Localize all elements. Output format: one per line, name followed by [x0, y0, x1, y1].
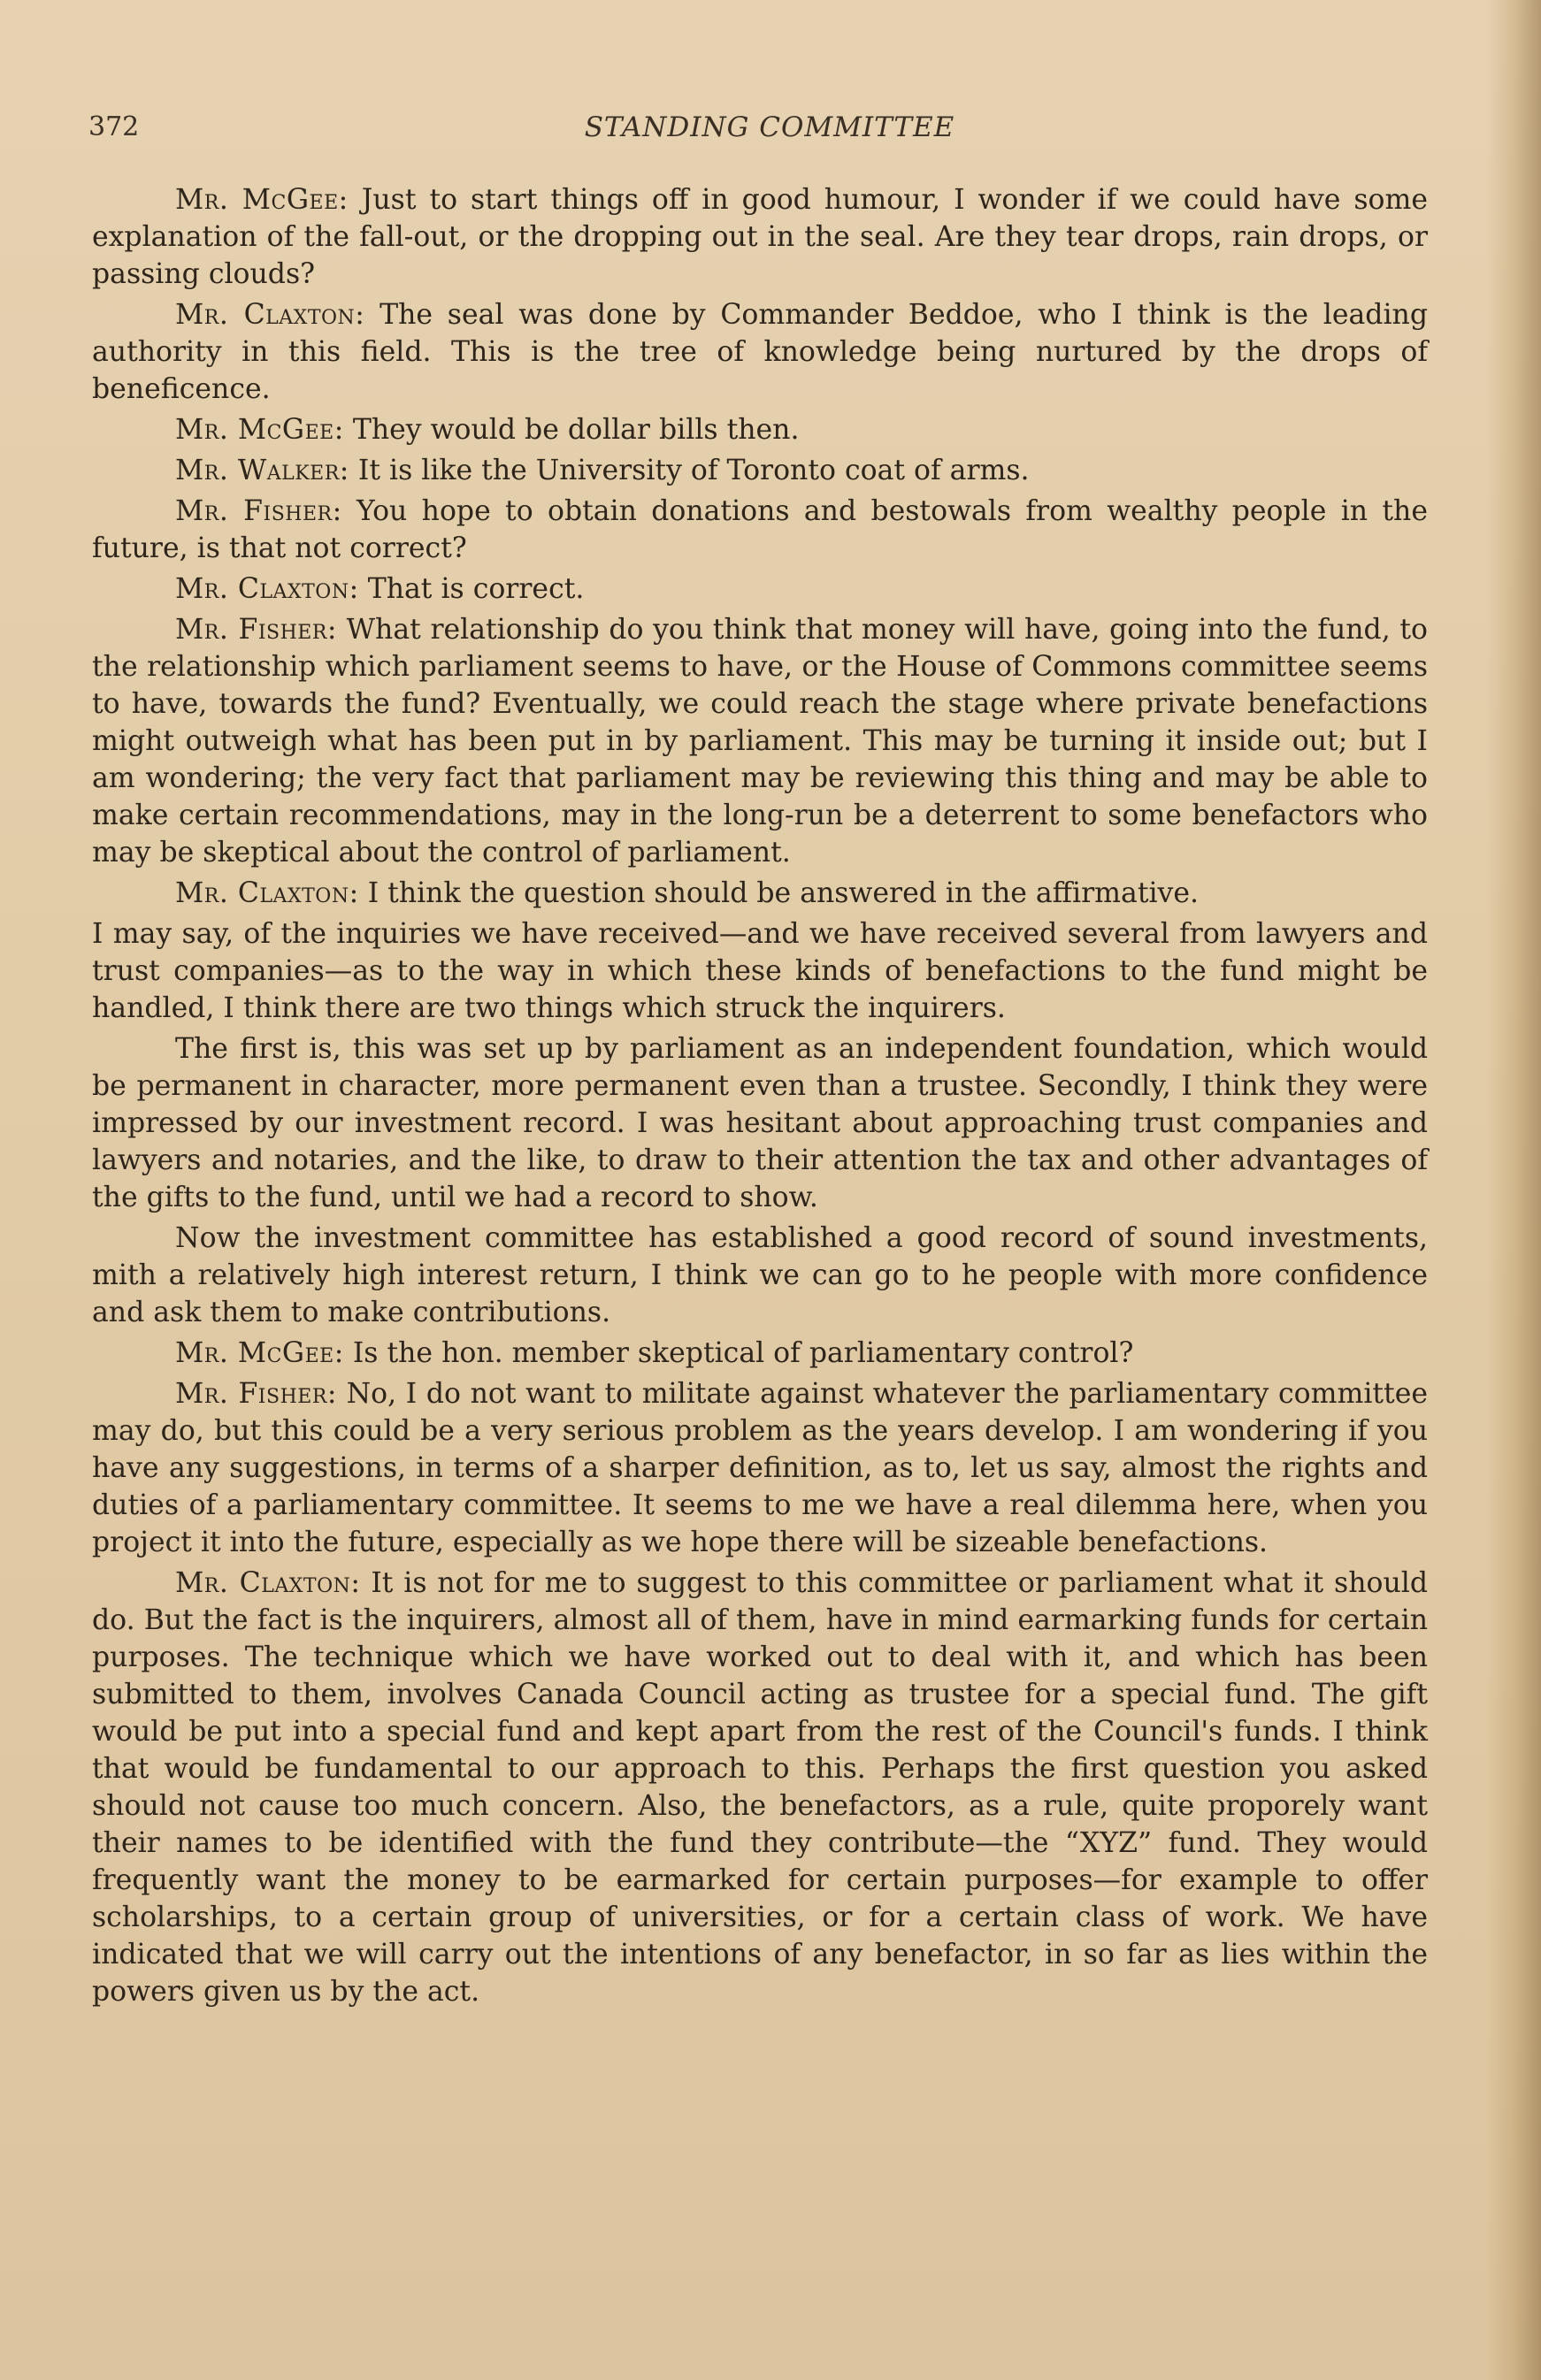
- paragraph: [92, 875, 1428, 912]
- paragraph-text: That is correct.: [358, 573, 585, 605]
- paragraph-text: It is not for me to suggest to this committee or parliament what it should do. But the fact is the inquirers, almost all of them, have in mind earmarking funds for certain purposes. The technique which we have worked out to deal with it, and which has been submitted to them, involves Canada Council acting as trustee for a special fund. The gift would be put into a special fund and kept apart from the rest of the Council's funds. I think that would be fundamental to our approach to this. Perhaps the first question you asked should not cause too much concern. Also, the benefactors, as a rule, quite proporely want their names to be identified with the fund they contribute—the “XYZ” fund. They would frequently want the money to be earmarked for certain purposes—for example to offer scholarships, to a certain group of universities, or for a certain class of work. We have indicated that we will carry out the intentions of any benefactor, in so far as lies within the powers given us by the act.: [92, 1567, 1428, 2008]
- paragraph: [92, 570, 1428, 608]
- speaker-name: Mr. McGee:: [175, 414, 344, 446]
- paragraph: [92, 915, 1428, 1027]
- paragraph-text: They would be dollar bills then.: [343, 414, 800, 446]
- paragraph: [92, 181, 1428, 293]
- speaker-name: Mr. Fisher:: [175, 1378, 337, 1410]
- speaker-name: Mr. Fisher:: [175, 614, 338, 646]
- paragraph-text: It is like the University of Toronto coat of arms.: [349, 455, 1030, 486]
- paragraph: [92, 493, 1428, 567]
- paragraph-text: I may say, of the inquiries we have received—and we have received several from lawyers and trust companies—as to the way in which these kinds of benefactions to the fund might be handled, I think there are two things which struck the inquirers.: [92, 918, 1428, 1024]
- speaker-name: Mr. Claxton:: [175, 1567, 361, 1599]
- paragraph: [92, 1335, 1428, 1372]
- paragraph: [92, 1220, 1428, 1331]
- paragraph-text: Is the hon. member skeptical of parliamentary control?: [343, 1337, 1134, 1369]
- speaker-name: Mr. Claxton:: [175, 877, 359, 909]
- paragraph-text: Now the investment committee has established a good record of sound investments, mith a relatively high interest return, I think we can go to he people with more confidence and ask them to make contributions.: [92, 1222, 1428, 1328]
- paragraph-text: What relationship do you think that money will have, going into the fund, to the relationship which parliament seems to have, or the House of Commons committee seems to have, towards the fund? Eventually, we could reach the stage where private benefactions might outweigh what has been put in by parliament. This may be turning it inside out; but I am wondering; the very fact that parliament may be reviewing this thing and may be able to make certain recommendations, may in the long-run be a deterrent to some benefactors who may be skeptical about the control of parliament.: [92, 614, 1428, 869]
- speaker-name: Mr. Fisher:: [175, 495, 342, 527]
- page-number: 372: [88, 111, 140, 142]
- paragraph: [92, 411, 1428, 448]
- speaker-name: Mr. Walker:: [175, 455, 349, 486]
- paragraph: [92, 1375, 1428, 1561]
- speaker-name: Mr. McGee:: [175, 1337, 344, 1369]
- paragraph-text: No, I do not want to militate against whatever the parliamentary committee may do, but this could be a very serious problem as the years develop. I am wondering if you have any suggestions, in terms of a sharper definition, as to, let us say, almost the rights and duties of a parliamentary committee. It seems to me we have a real dilemma here, when you project it into the future, especially as we hope there will be sizeable benefactions.: [92, 1378, 1428, 1558]
- body-text: [92, 181, 1428, 2014]
- page-header: [88, 104, 1451, 157]
- paragraph: [92, 611, 1428, 871]
- paragraph-text: The seal was done by Commander Beddoe, who I think is the leading authority in this field. This is the tree of knowledge being nurtured by the drops of beneficence.: [92, 299, 1428, 405]
- paragraph-text: The first is, this was set up by parliament as an independent foundation, which would be permanent in character, more permanent even than a trustee. Secondly, I think they were impressed by our investment record. I was hesitant about approaching trust companies and lawyers and notaries, and the like, to draw to their attention the tax and other advantages of the gifts to the fund, until we had a record to show.: [92, 1033, 1428, 1213]
- paragraph: [92, 296, 1428, 408]
- running-head: STANDING COMMITTEE: [584, 111, 955, 143]
- paragraph: [92, 452, 1428, 489]
- speaker-name: Mr. Claxton:: [175, 573, 359, 605]
- paragraph-text: You hope to obtain donations and bestowals from wealthy people in the future, is that not correct?: [92, 495, 1428, 564]
- speaker-name: Mr. McGee:: [175, 184, 349, 216]
- paragraph-text: I think the question should be answered in the affirmative.: [358, 877, 1200, 909]
- paragraph-text: Just to start things off in good humour, I wonder if we could have some explanation of the fall-out, or the dropping out in the seal. Are they tear drops, rain drops, or passing clouds?: [92, 184, 1428, 290]
- paragraph: [92, 1565, 1428, 2010]
- speaker-name: Mr. Claxton:: [175, 299, 365, 331]
- paragraph: [92, 1030, 1428, 1216]
